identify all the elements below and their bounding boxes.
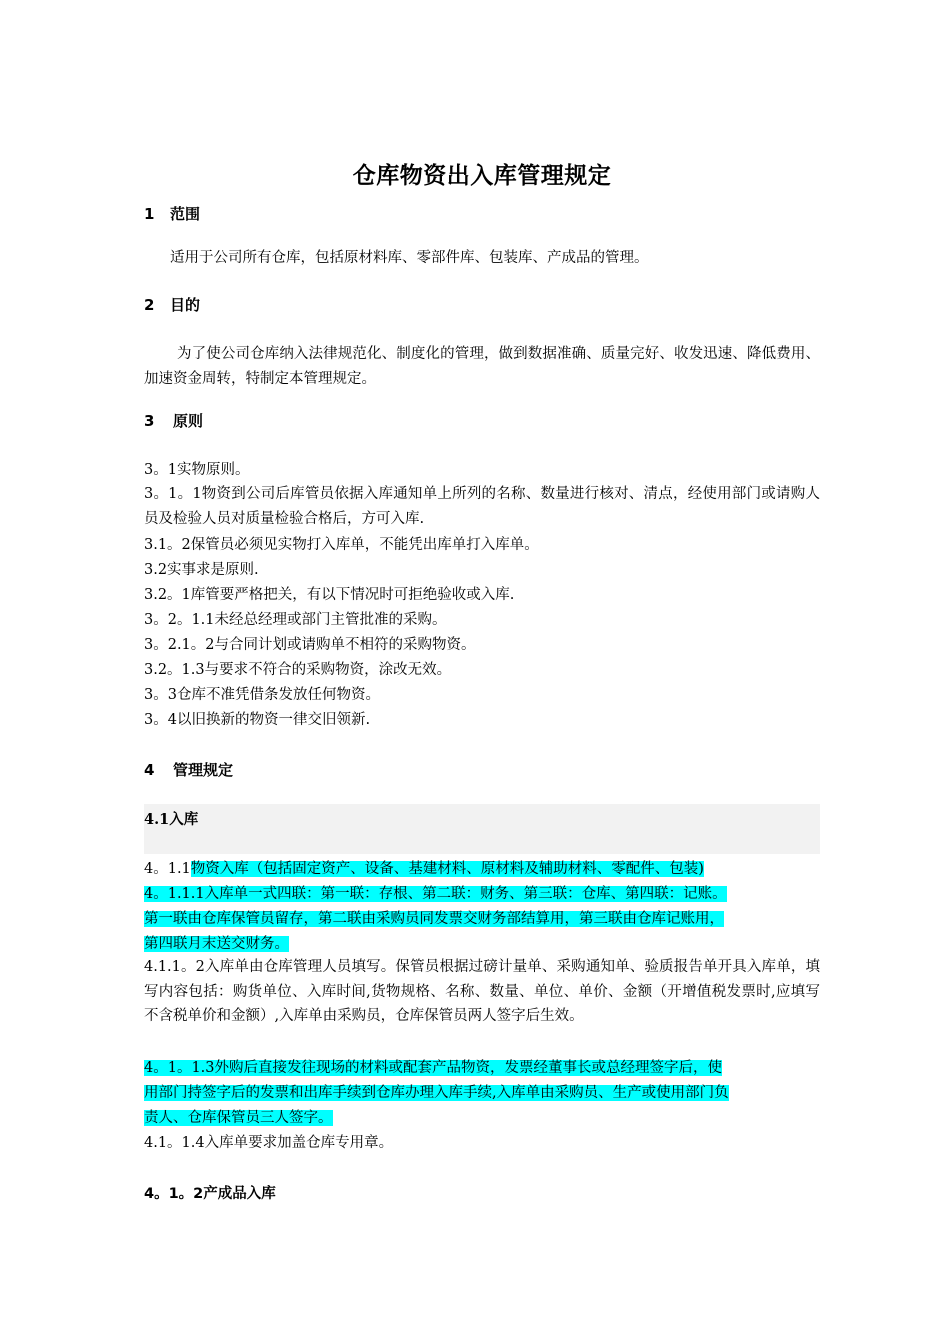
item-4-1-1-3-line2: 用部门持签字后的发票和出库手续到仓库办理入库手续,入库单由采购员、生产或使用部门负 — [144, 1085, 729, 1101]
purpose-paragraph: 为了使公司仓库纳入法律规范化、制度化的管理，做到数据准确、质量完好、收发迅速、降低费用、加速资金周转，特制定本管理规定。 — [144, 346, 820, 387]
item-4-1-1-1-line3: 第四联月末送交财务。 — [144, 936, 289, 952]
principle-item: 3。1。1物资到公司后库管员依据入库通知单上所列的名称、数量进行核对、清点，经使用部门或请购人员及检验人员对质量检验合格后，方可入库. — [144, 486, 820, 527]
item-4-1-2: 4。1。2产成品入库 — [144, 1186, 276, 1202]
item-4-1-1: 4。1.1物资入库（包括固定资产、设备、基建材料、原材料及辅助材料、零配件、包装) — [144, 861, 704, 877]
principle-item: 3。4以旧换新的物资一律交旧领新. — [144, 712, 371, 728]
principle-item: 3。2.1。2与合同计划或请购单不相符的采购物资。 — [144, 637, 476, 653]
principle-item: 3.2。1.3与要求不符合的采购物资，涂改无效。 — [144, 662, 452, 678]
highlighted-text: 物资入库（包括固定资产、设备、基建材料、原材料及辅助材料、零配件、包装) — [190, 861, 704, 877]
item-4-1-1-1: 4。1.1.1入库单一式四联：第一联：存根、第二联：财务、第三联：仓库、第四联：记账。 — [144, 886, 727, 902]
section-heading-principles: 3 原则 — [144, 412, 204, 430]
subheading-shading — [144, 804, 820, 854]
document-title: 仓库物资出入库管理规定 — [352, 163, 612, 189]
item-4-1-1-4: 4.1。1.4入库单要求加盖仓库专用章。 — [144, 1135, 394, 1151]
item-4-1-1-3-line3: 责人、仓库保管员三人签字。 — [144, 1110, 333, 1126]
scope-paragraph: 适用于公司所有仓库，包括原材料库、零部件库、包装库、产成品的管理。 — [170, 250, 649, 266]
section-heading-scope: 1 范围 — [144, 205, 201, 223]
principle-item: 3。1实物原则。 — [144, 462, 250, 478]
principle-item: 3.2实事求是原则. — [144, 562, 259, 578]
principle-item: 3.2。1库管要严格把关，有以下情况时可拒绝验收或入库. — [144, 587, 515, 603]
principle-item: 3.1。2保管员必须见实物打入库单，不能凭出库单打入库单。 — [144, 537, 539, 553]
subheading-inbound: 4.1入库 — [144, 811, 199, 828]
item-4-1-1-2: 4.1.1。2入库单由仓库管理人员填写。保管员根据过磅计量单、采购通知单、验质报告单开具入库单，填写内容包括：购货单位、入库时间,货物规格、名称、数量、单位、单价、金额（开增值税发票时,应填写不含税单价和金额）,入库单由采购员，仓库保管员两人签字后生效。 — [144, 959, 820, 1024]
item-4-1-1-3: 4。1。1.3外购后直接发往现场的材料或配套产品物资，发票经董事长或总经理签字后，使 — [144, 1060, 723, 1076]
principle-item: 3。3仓库不准凭借条发放任何物资。 — [144, 687, 380, 703]
item-4-1-1-1-line2: 第一联由仓库保管员留存，第二联由采购员同发票交财务部结算用，第三联由仓库记账用， — [144, 911, 724, 927]
section-heading-management: 4 管理规定 — [144, 761, 234, 779]
section-heading-purpose: 2 目的 — [144, 296, 201, 314]
principle-item: 3。2。1.1未经总经理或部门主管批准的采购。 — [144, 612, 447, 628]
